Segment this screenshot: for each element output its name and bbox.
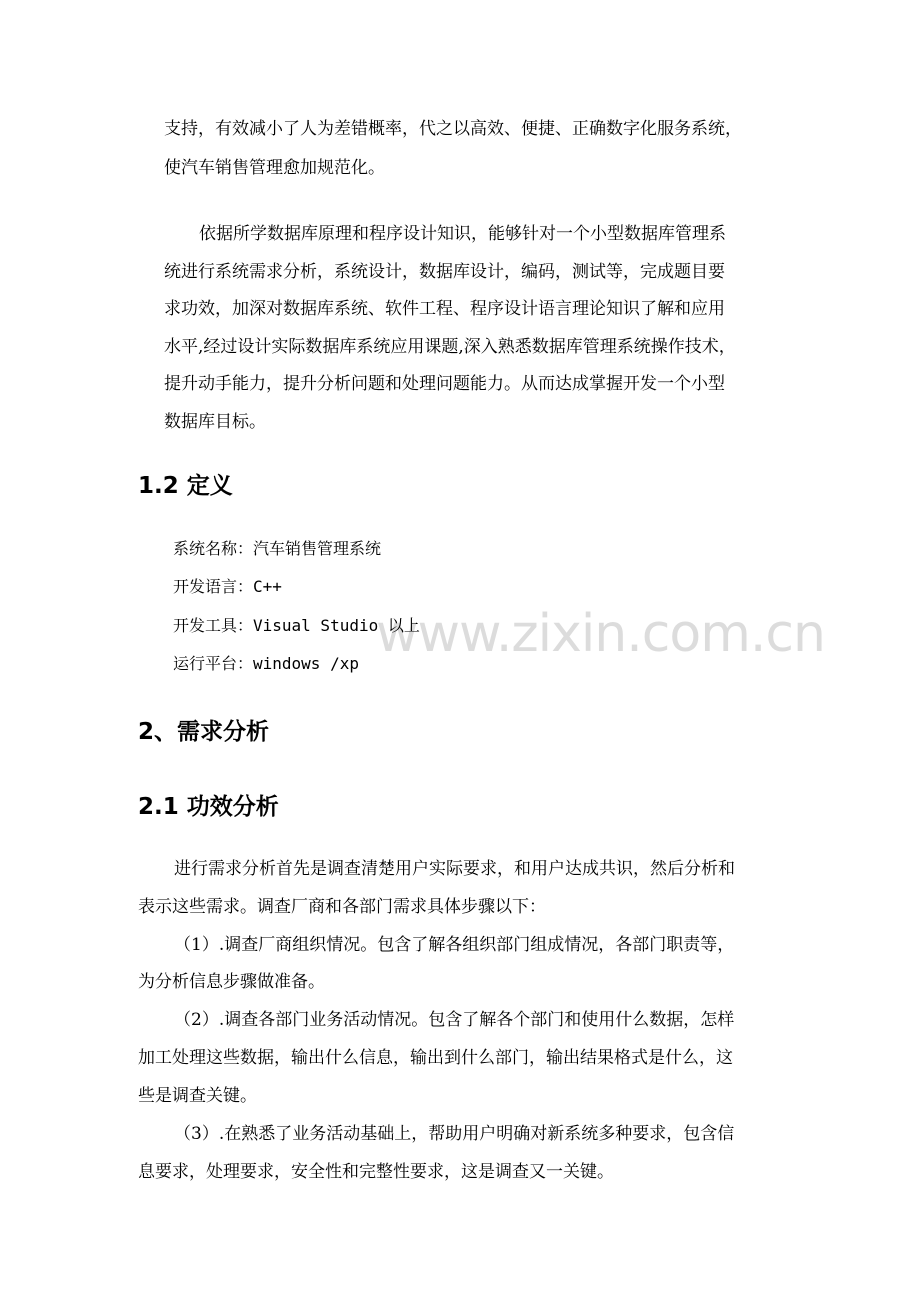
list-item: （2）.调查各部门业务活动情况。包含了解各个部门和使用什么数据，怎样: [174, 1010, 735, 1030]
paragraph-line: 些是调查关键。: [138, 1086, 257, 1106]
paragraph-line: 支持，有效减小了人为差错概率，代之以高效、便捷、正确数字化服务系统，: [164, 119, 742, 139]
paragraph-line: 水平,经过设计实际数据库系统应用课题,深入熟悉数据库管理系统操作技术，: [164, 337, 736, 357]
section-heading-1-2: 1.2 定义: [138, 473, 233, 499]
paragraph-line: 提升动手能力，提升分析问题和处理问题能力。从而达成掌握开发一个小型: [164, 374, 725, 394]
paragraph-line: 求功效，加深对数据库系统、软件工程、程序设计语言理论知识了解和应用: [164, 299, 725, 319]
definition-item: 开发语言：C++: [173, 577, 282, 596]
paragraph-line: 加工处理这些数据，输出什么信息，输出到什么部门，输出结果格式是什么，这: [138, 1048, 733, 1068]
definition-item: 开发工具：Visual Studio 以上: [173, 616, 420, 635]
section-heading-2-1: 2.1 功效分析: [138, 794, 279, 820]
list-item: （1）.调查厂商组织情况。包含了解各组织部门组成情况，各部门职责等，: [174, 935, 735, 955]
paragraph-line: 依据所学数据库原理和程序设计知识，能够针对一个小型数据库管理系: [199, 224, 726, 244]
paragraph-line: 数据库目标。: [164, 412, 266, 432]
definition-item: 系统名称：汽车销售管理系统: [173, 539, 382, 558]
paragraph-line: 进行需求分析首先是调查清楚用户实际要求，和用户达成共识，然后分析和: [174, 859, 735, 879]
list-item: （3）.在熟悉了业务活动基础上，帮助用户明确对新系统多种要求，包含信: [174, 1124, 735, 1144]
definition-item: 运行平台：windows /xp: [173, 654, 359, 673]
paragraph-line: 表示这些需求。调查厂商和各部门需求具体步骤以下：: [138, 897, 546, 917]
paragraph-line: 使汽车销售管理愈加规范化。: [164, 158, 385, 178]
paragraph-line: 息要求，处理要求，安全性和完整性要求，这是调查又一关键。: [138, 1162, 614, 1182]
paragraph-line: 统进行系统需求分析，系统设计，数据库设计，编码，测试等，完成题目要: [164, 262, 725, 282]
watermark: www.zixin.com.cn: [376, 604, 825, 664]
paragraph-line: 为分析信息步骤做准备。: [138, 972, 325, 992]
section-heading-2: 2、需求分析: [138, 719, 270, 745]
